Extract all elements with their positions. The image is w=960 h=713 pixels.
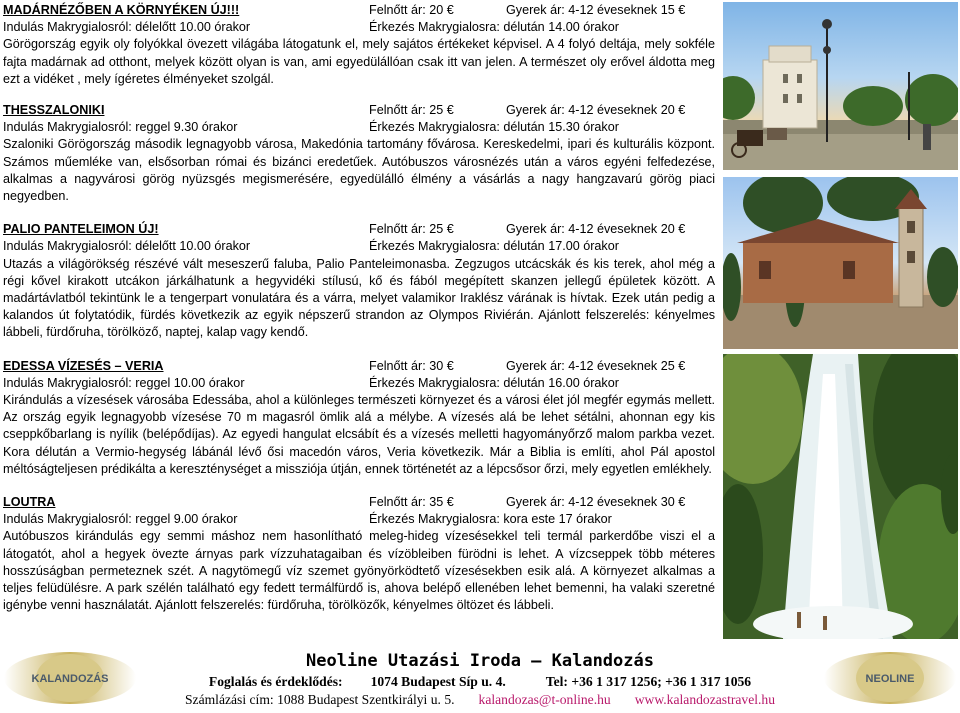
child-price: Gyerek ár: 4-12 éveseknek 15 € bbox=[506, 3, 686, 17]
section-title: MADÁRNÉZŐBEN A KÖRNYÉKEN ÚJ!!! bbox=[3, 3, 240, 17]
section-title: EDESSA VÍZESÉS – VERIA bbox=[3, 358, 164, 373]
schedule bbox=[3, 375, 715, 392]
section-thesszaloniki bbox=[3, 102, 715, 205]
section-madarnezoben bbox=[3, 2, 715, 88]
billing-address: Számlázási cím: 1088 Budapest Szentkirályi u. 5. bbox=[184, 692, 455, 707]
section-header bbox=[3, 494, 715, 511]
arrival-time: Érkezés Makrygialosra: délután 15.30 órakor bbox=[369, 120, 619, 135]
logo-text-right: NEOLINE bbox=[865, 673, 915, 685]
email-link[interactable]: kalandozas@t-online.hu bbox=[478, 692, 611, 707]
child-price: Gyerek ár: 4-12 éveseknek 25 € bbox=[506, 358, 686, 373]
agency-name: Neoline Utazási Iroda – Kalandozás bbox=[306, 651, 654, 671]
schedule bbox=[3, 238, 715, 255]
schedule bbox=[3, 511, 715, 528]
billing-line bbox=[0, 692, 960, 708]
section-title: THESSZALONIKI bbox=[3, 103, 105, 118]
section-description: Görögország egyik oly folyókkal övezett világába látogatunk el, mely sajátos értékeket képvisel. A 4 folyó deltája, mely sokféle fajta madárnak ad otthont, melyek között olyan is van, ami egyedülállóan csak itt van jelen. A természet oly erővel áldotta meg ezt a vidéket , mely ígéretes élményeket szolgál. bbox=[3, 37, 715, 86]
section-loutra bbox=[3, 494, 715, 614]
arrival-time: Érkezés Makrygialosra: délután 14.00 órakor bbox=[369, 20, 619, 35]
section-palio-panteleimon bbox=[3, 221, 715, 341]
logo-text-left: KALANDOZÁS bbox=[31, 673, 109, 685]
adult-price: Felnőtt ár: 30 € bbox=[369, 358, 454, 373]
child-price: Gyerek ár: 4-12 éveseknek 20 € bbox=[506, 103, 686, 118]
arrival-time: Érkezés Makrygialosra: délután 16.00 órakor bbox=[369, 375, 619, 390]
adult-price: Felnőtt ár: 25 € bbox=[369, 103, 454, 118]
white-tower-photo bbox=[723, 2, 958, 170]
child-price: Gyerek ár: 4-12 éveseknek 20 € bbox=[506, 222, 686, 237]
section-edessa bbox=[3, 358, 715, 478]
section-header bbox=[3, 2, 715, 19]
section-title: LOUTRA bbox=[3, 495, 56, 510]
arrival-time: Érkezés Makrygialosra: kora este 17 órakor bbox=[369, 512, 612, 527]
adult-price: Felnőtt ár: 25 € bbox=[369, 222, 454, 237]
section-description: Szaloniki Görögország második legnagyobb városa, Makedónia tartomány fővárosa. Kereskedelmi, ipari és kulturális központ. Számos műemléke van, elsősorban római és bizánci eredetűek. Autóbuszos városnézés után a város egyéni felfedezése, alkalmas a nagyvárosi görög nyüzsgés megismerésére, egyedülálló élmény a vásárlás a nagy hangzavarú görög piaci negyedben. bbox=[3, 137, 715, 204]
excursion-list bbox=[3, 2, 715, 615]
booking-label: Foglalás és érdeklődés: bbox=[208, 674, 343, 689]
website-link[interactable]: www.kalandozastravel.hu bbox=[634, 692, 776, 707]
edessa-waterfall-photo bbox=[723, 354, 958, 639]
agency-footer bbox=[0, 648, 960, 712]
agency-phone: Tel: +36 1 317 1256; +36 1 317 1056 bbox=[545, 674, 752, 689]
agency-address: 1074 Budapest Síp u. 4. bbox=[370, 674, 506, 689]
section-description: Kirándulás a vízesések városába Edessába, ahol a különleges természeti környezet és a városi élet jól megfér egymás mellett. Az ország egyik legnagyobb vízesése 70 m magasról ömlik alá a mélybe. A vízesés alá be lehet sétálni, ahonnan egy kis cseppkőbarlang is nyílik (belépődíjas). Az egyedi hangulat elcsábít és a vízesés melletti hagyományőrző malom parkba vezet. Kora délután a Vermio-hegység lábánál lévő ősi macedón város, Veria következik. Már a Biblia is említi, ahol Pál apostol méltóságteljesen prédikálta a kereszténységet a missziója útján, ennek történetét az a lépcsősor őrzi, mely egyetlen emlékhely. bbox=[3, 393, 715, 476]
arrival-time: Érkezés Makrygialosra: délután 17.00 órakor bbox=[369, 239, 619, 254]
departure-time: Indulás Makrygialosról: délelőtt 10.00 órakor bbox=[3, 20, 251, 35]
section-header bbox=[3, 102, 715, 119]
adult-price: Felnőtt ár: 35 € bbox=[369, 495, 454, 510]
section-title: PALIO PANTELEIMON ÚJ! bbox=[3, 222, 159, 237]
section-header bbox=[3, 358, 715, 375]
departure-time: Indulás Makrygialosról: reggel 9.00 órakor bbox=[3, 512, 238, 527]
child-price: Gyerek ár: 4-12 éveseknek 30 € bbox=[506, 495, 686, 510]
contact-line bbox=[0, 674, 960, 690]
departure-time: Indulás Makrygialosról: reggel 10.00 órakor bbox=[3, 375, 245, 390]
section-description: Utazás a világörökség részévé vált meseszerű faluba, Palio Panteleimonasba. Zegzugos utcácskák és kis terek, ahol még a régi kővel kirakott utcákon járkálhatunk a hegyvidéki stílusú, kő és fából megépített skanzen jellegű épületek között. A madártávlatból tekintünk le a tengerpart vonulatára és a várra, melyet valamikor Iraklész várának is hívtak. Ezek után pedig a kalandos út folytatódik, fürdés következik az egyik népszerű strandon az Olympos Riviérán. Ajánlott felszerelés: kényelmes lábbeli, fürdőruha, törölköző, naptej, kalap vagy kendő. bbox=[3, 256, 715, 340]
adult-price: Felnőtt ár: 20 € bbox=[369, 3, 454, 17]
schedule bbox=[3, 19, 715, 36]
departure-time: Indulás Makrygialosról: délelőtt 10.00 órakor bbox=[3, 239, 251, 254]
section-description: Autóbuszos kirándulás egy semmi máshoz nem hasonlítható meleg-hideg vízesésekkel teli termál parkerdőbe viszi el a látogatót, ahol a hegyek övezte árnyas park vízzuhatagaiban és vízöbleiben fürödni is lehet. A vízcseppek több méteres hosszúságban permeteznek szét. A nagytömegű víz szemet gyönyörködtető vízesésekben esik alá. A környezet alkalmas a teljes felüdülésre. A park szélén található egy fedett termálfürdő is, ahova belépő ellenében lehet bemenni, ha valaki szeretné igénybe venni használatát. Ajánlott felszerelés: fürdőruha, törölközők, kényelmes öltözet és lábbeli. bbox=[3, 529, 715, 613]
schedule bbox=[3, 119, 715, 136]
departure-time: Indulás Makrygialosról: reggel 9.30 órakor bbox=[3, 120, 238, 135]
palio-panteleimon-photo bbox=[723, 177, 958, 349]
section-header bbox=[3, 221, 715, 238]
